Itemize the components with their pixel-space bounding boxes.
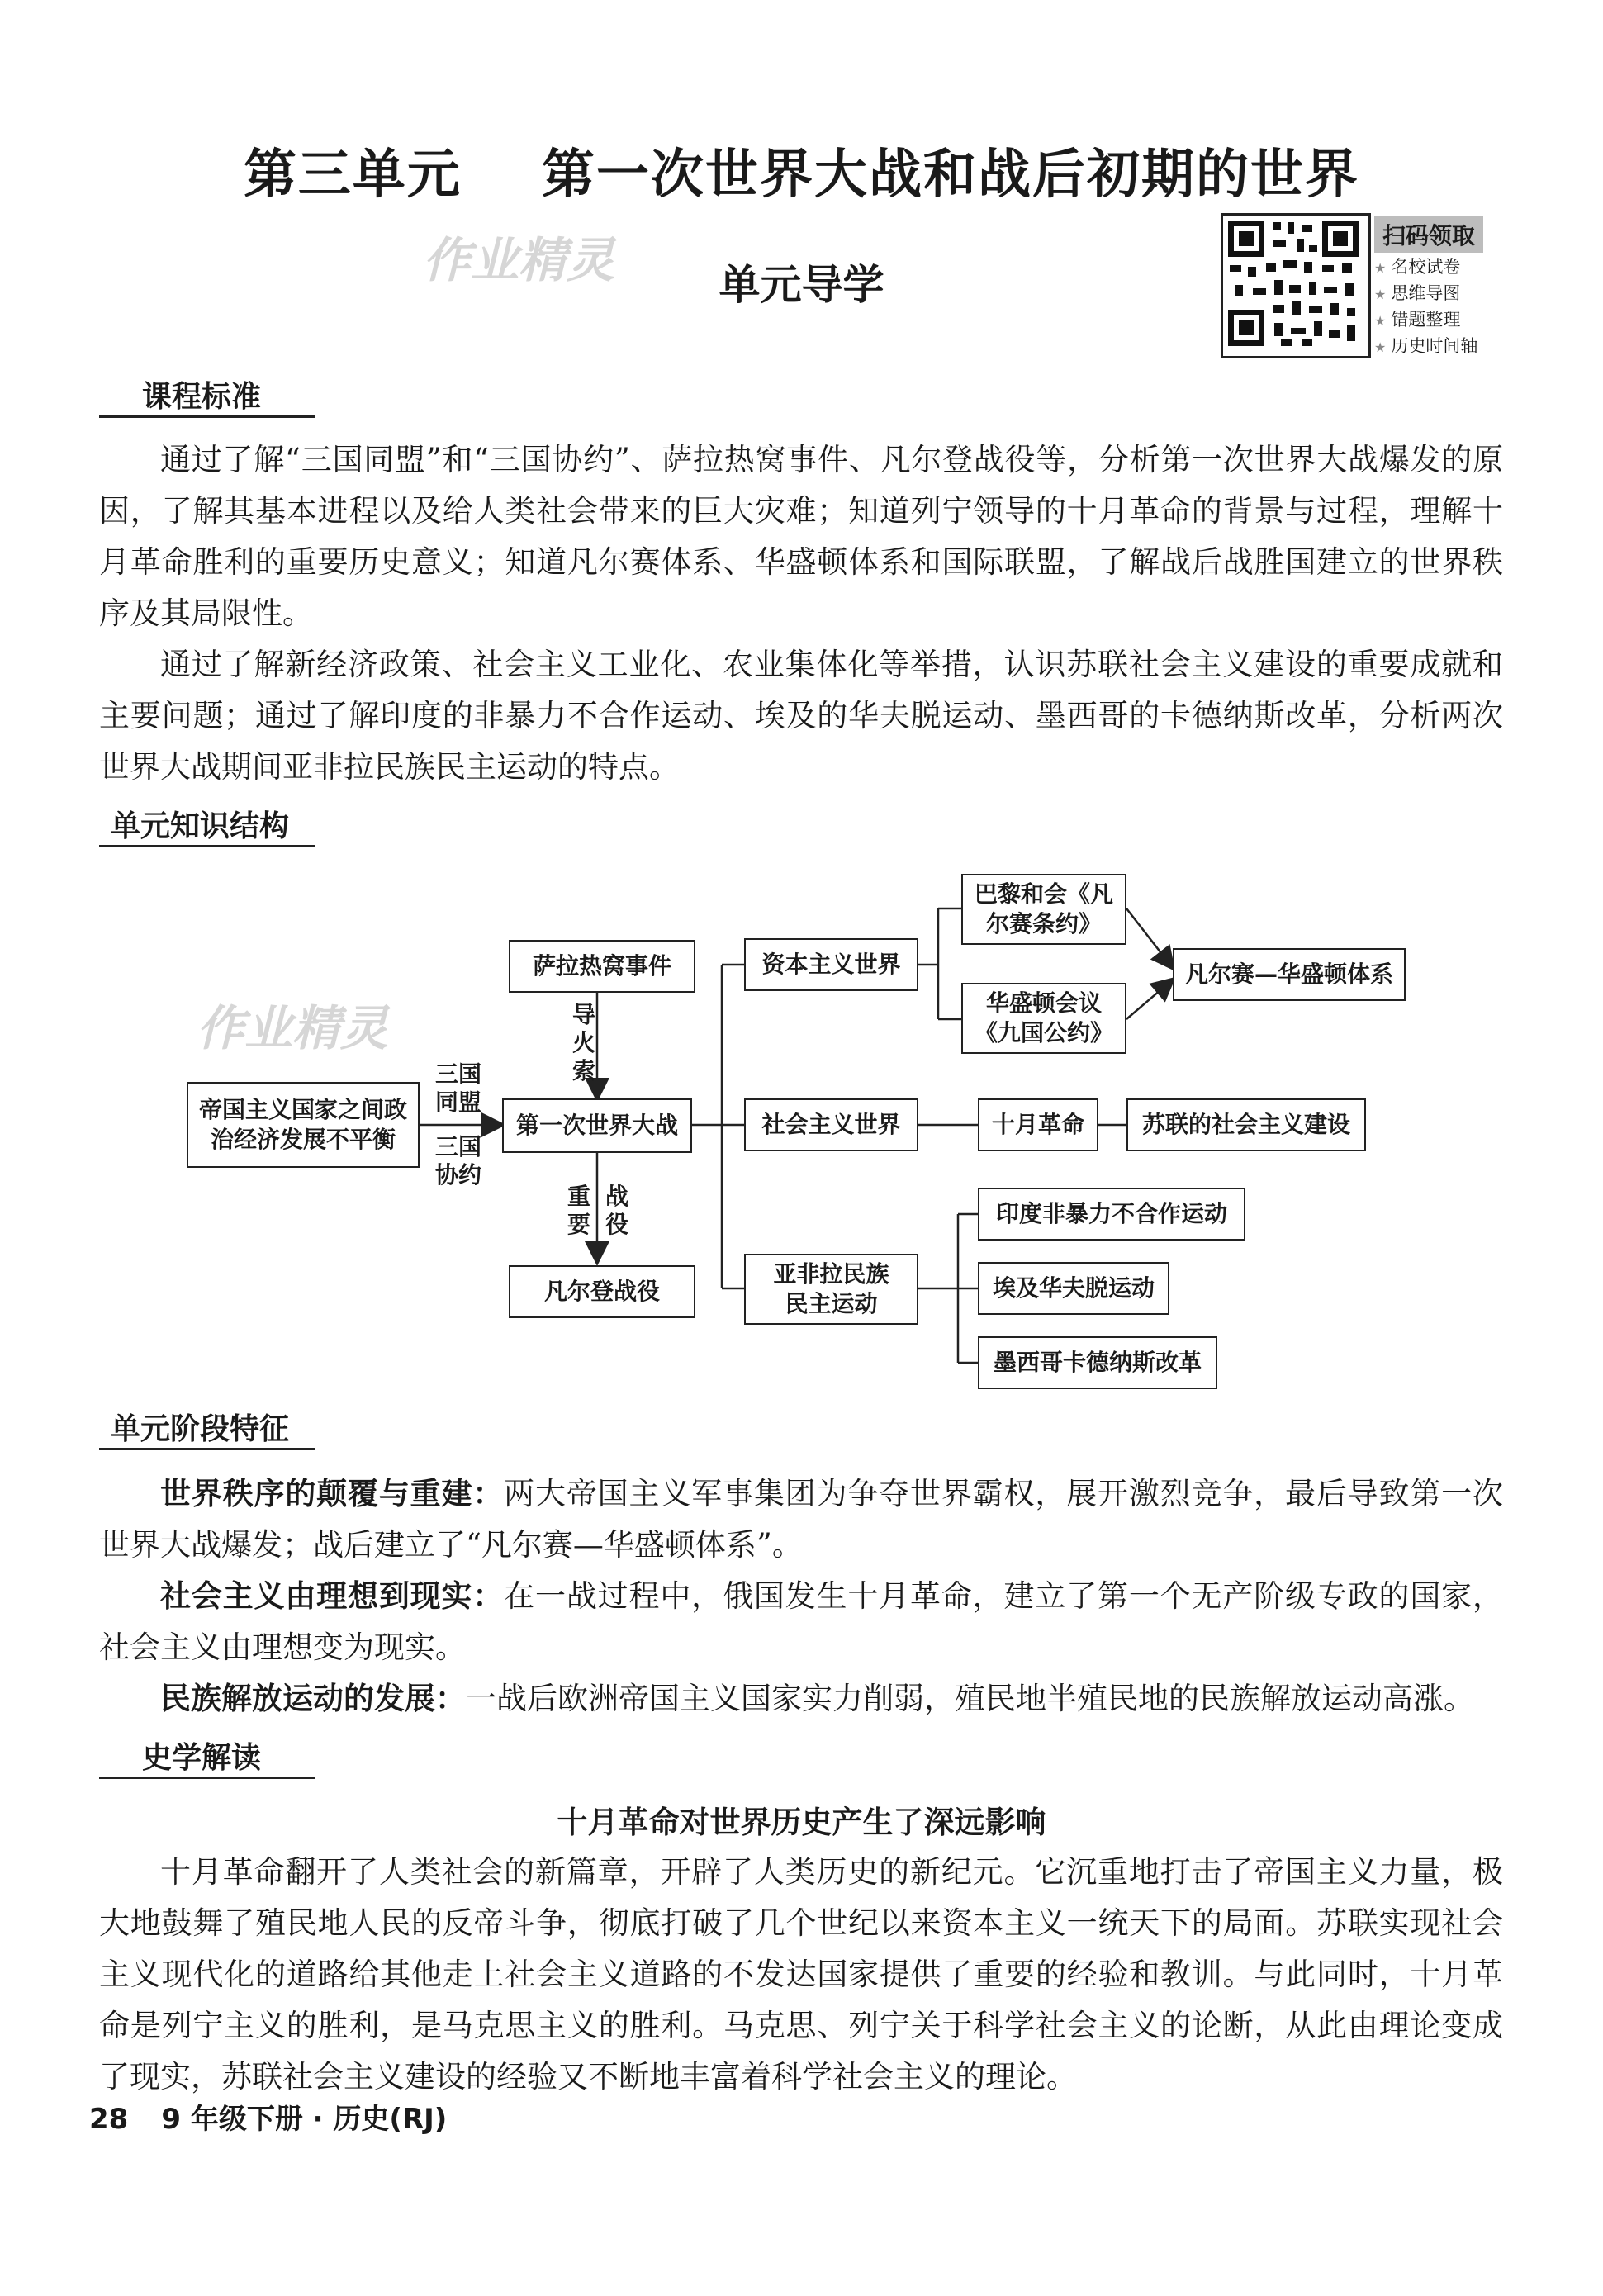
qr-tag: 扫码领取 <box>1374 216 1483 253</box>
section-title-features: 单元阶段特征 <box>111 1412 290 1446</box>
box-india-movement: 印度非暴力不合作运动 <box>978 1188 1245 1241</box>
qr-code[interactable] <box>1221 213 1371 358</box>
book-info: 9 年级下册 · 历史(RJ) <box>161 2103 448 2136</box>
star-icon: ★ <box>1374 287 1387 302</box>
qr-code-icon <box>1223 216 1363 351</box>
qr-list <box>1374 254 1477 360</box>
box-capitalist-world: 资本主义世界 <box>744 938 918 991</box>
box-national-movement: 亚非拉民族民主运动 <box>744 1254 918 1325</box>
box-washington-conference: 华盛顿会议《九国公约》 <box>961 983 1126 1054</box>
feature-item-2: 社会主义由理想到现实：在一战过程中，俄国发生十月革命，建立了第一个无产阶级专政的国家，社会主义由理想变为现实。 <box>99 1578 1504 1665</box>
box-egypt-movement: 埃及华夫脱运动 <box>978 1262 1169 1315</box>
unit-subtitle: 单元导学 <box>719 260 884 309</box>
star-icon: ★ <box>1374 260 1387 276</box>
watermark: 作业精灵 <box>197 1000 389 1056</box>
box-october-revolution: 十月革命 <box>978 1098 1098 1151</box>
feature-item-3: 民族解放运动的发展：一战后欧洲帝国主义国家实力削弱，殖民地半殖民地的民族解放运动高涨。 <box>160 1681 1474 1716</box>
label-fuse: 导火索 <box>571 1001 595 1084</box>
standards-paragraph-2: 通过了解新经济政策、社会主义工业化、农业集体化等举措，认识苏联社会主义建设的重要成就和主要问题；通过了解印度的非暴力不合作运动、埃及的华夫脱运动、墨西哥的卡德纳斯改革，分析两次世界大战期间亚非拉民族民主运动的特点。 <box>99 647 1503 785</box>
section-underline <box>99 845 315 847</box>
section-underline <box>99 415 315 418</box>
star-icon: ★ <box>1374 339 1387 355</box>
page-footer <box>89 2096 447 2137</box>
box-paris-conference: 巴黎和会《凡尔赛条约》 <box>961 874 1126 945</box>
page-title: 第三单元 第一次世界大战和战后初期的世界 <box>243 145 1360 206</box>
label-alliance-2: 三国协约 <box>434 1133 481 1188</box>
qr-list-item: ★ 名校试卷 <box>1374 257 1461 277</box>
standards-paragraph-1: 通过了解“三国同盟”和“三国协约”、萨拉热窝事件、凡尔登战役等，分析第一次世界大战爆发的原因，了解其基本进程以及给人类社会带来的巨大灾难；知道列宁领导的十月革命的背景与过程，理解十月革命胜利的重要历史意义；知道凡尔赛体系、华盛顿体系和国际联盟，了解战后战胜国建立的世界秩序及其局限性。 <box>99 442 1503 631</box>
box-sarajevo: 萨拉热窝事件 <box>509 940 695 993</box>
section-title-structure: 单元知识结构 <box>111 809 290 843</box>
box-mexico-reform: 墨西哥卡德纳斯改革 <box>978 1336 1217 1389</box>
label-important: 重要 <box>567 1183 590 1238</box>
label-battle: 战役 <box>605 1183 628 1238</box>
page-number: 28 <box>89 2103 129 2136</box>
box-versailles-washington-system: 凡尔赛—华盛顿体系 <box>1173 948 1406 1001</box>
interpret-paragraph: 十月革命翻开了人类社会的新篇章，开辟了人类历史的新纪元。它沉重地打击了帝国主义力量，极大地鼓舞了殖民地人民的反帝斗争，彻底打破了几个世纪以来资本主义一统天下的局面。苏联实现社会主义现代化的道路给其他走上社会主义道路的不发达国家提供了重要的经验和教训。与此同时，十月革命是列宁主义的胜利，是马克思主义的胜利。马克思、列宁关于科学社会主义的论断，从此由理论变成了现实，苏联社会主义建设的经验又不断地丰富着科学社会主义的理论。 <box>99 1854 1503 2094</box>
section-underline <box>99 1448 315 1450</box>
star-icon: ★ <box>1374 313 1387 329</box>
qr-list-item: ★ 历史时间轴 <box>1374 336 1478 356</box>
watermark: 作业精灵 <box>423 232 615 288</box>
box-root-cause: 帝国主义国家之间政治经济发展不平衡 <box>187 1082 420 1168</box>
feature-item-1: 世界秩序的颠覆与重建：两大帝国主义军事集团为争夺世界霸权，展开激烈竞争，最后导致第一次世界大战爆发；战后建立了“凡尔赛—华盛顿体系”。 <box>99 1476 1504 1563</box>
box-soviet-construction: 苏联的社会主义建设 <box>1126 1098 1366 1151</box>
box-socialist-world: 社会主义世界 <box>744 1098 918 1151</box>
qr-list-item: ★ 思维导图 <box>1374 283 1461 303</box>
interpret-heading: 十月革命对世界历史产生了深远影响 <box>557 1805 1046 1840</box>
section-underline <box>99 1777 315 1779</box>
box-verdun: 凡尔登战役 <box>509 1265 695 1318</box>
box-ww1: 第一次世界大战 <box>502 1098 692 1153</box>
section-title-standards: 课程标准 <box>142 380 262 414</box>
qr-list-item: ★ 错题整理 <box>1374 310 1461 330</box>
label-alliance-1: 三国同盟 <box>434 1060 481 1116</box>
section-title-interpret: 史学解读 <box>142 1741 262 1775</box>
